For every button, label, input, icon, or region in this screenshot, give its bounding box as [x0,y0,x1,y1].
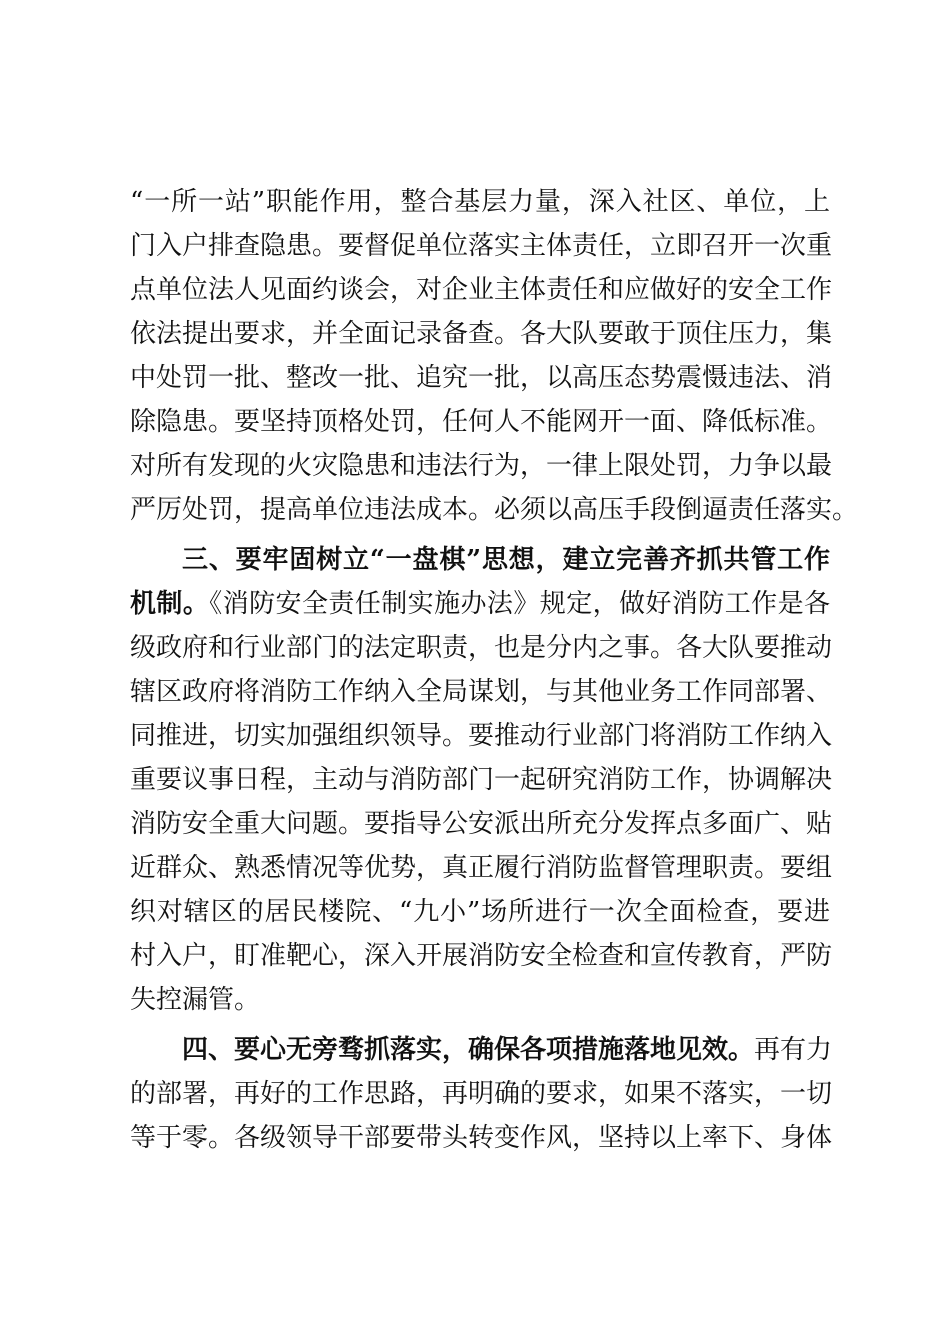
body-text-line: 点单位法人见面约谈会，对企业主体责任和应做好的安全工作 [130,275,833,305]
body-text-line: 级政府和行业部门的法定职责，也是分内之事。各大队要推动 [130,633,833,663]
section-3-text-start: 《消防安全责任制实施办法》规定，做好消防工作是各 [209,589,830,619]
body-text-line: 重要议事日程，主动与消防部门一起研究消防工作，协调解决 [130,765,833,795]
section-4-text-start: 再有力 [754,1035,833,1065]
body-text-line: 村入户，盯准靶心，深入开展消防安全检查和宣传教育，严防 [130,941,833,971]
body-text-line: 对所有发现的火灾隐患和违法行为，一律上限处罚，力争以最 [130,451,833,481]
body-text-line: 同推进，切实加强组织领导。要推动行业部门将消防工作纳入 [130,721,833,751]
body-text-line: 依法提出要求，并全面记录备查。各大队要敢于顶住压力，集 [130,319,833,349]
section-4-heading [182,1030,833,1070]
body-text-line: “一所一站”职能作用，整合基层力量，深入社区、单位，上 [130,187,830,217]
body-text-line: 近群众、熟悉情况等优势，真正履行消防监督管理职责。要组 [130,853,833,883]
body-text-line: 失控漏管。 [130,985,261,1015]
body-text-line: 中处罚一批、整改一批、追究一批，以高压态势震慑违法、消 [130,363,833,393]
section-3-heading-end: 机制。 [130,589,210,619]
body-text-line: 门入户排查隐患。要督促单位落实主体责任，立即召开一次重 [130,231,833,261]
body-text-line: 辖区政府将消防工作纳入全局谋划，与其他业务工作同部署、 [130,677,833,707]
section-4-heading-text: 四、要心无旁骛抓落实，确保各项措施落地见效。 [182,1035,755,1065]
body-text-line: 的部署，再好的工作思路，再明确的要求，如果不落实，一切 [130,1079,833,1109]
body-text-line: 织对辖区的居民楼院、“九小”场所进行一次全面检查，要进 [130,897,830,927]
body-text-line: 严厉处罚，提高单位违法成本。必须以高压手段倒逼责任落实。 [130,495,859,525]
body-text-line: 等于零。各级领导干部要带头转变作风，坚持以上率下、身体 [130,1123,833,1153]
body-text-line: 消防安全重大问题。要指导公安派出所充分发挥点多面广、贴 [130,809,833,839]
section-3-heading-continued [130,584,830,624]
body-text-line: 除隐患。要坚持顶格处罚，任何人不能网开一面、降低标准。 [130,407,833,437]
section-3-heading: 三、要牢固树立“一盘棋”思想，建立完善齐抓共管工作 [182,545,830,575]
